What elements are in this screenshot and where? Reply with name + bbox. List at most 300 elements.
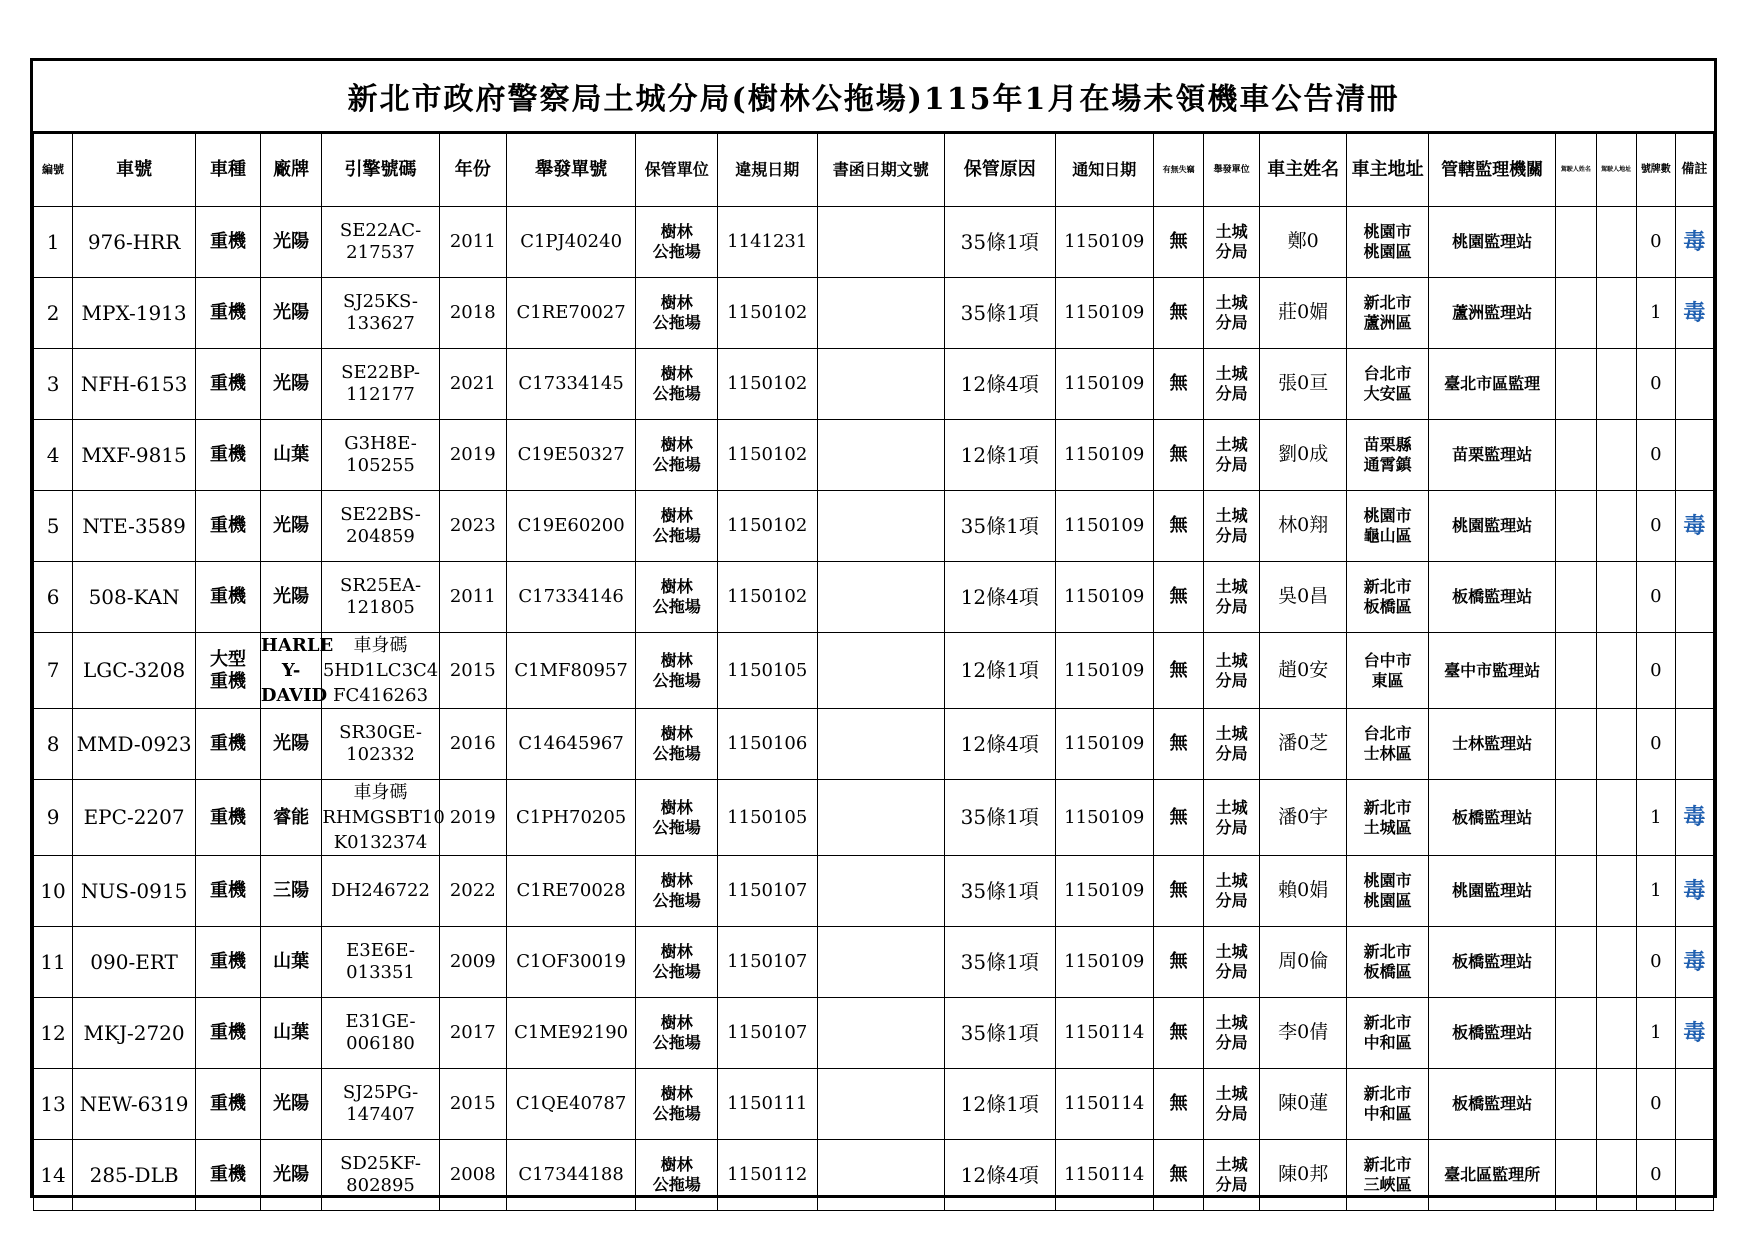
- cell-issuing-unit-line: 分局: [1215, 1104, 1248, 1123]
- cell-ticket: C19E50327: [506, 420, 636, 491]
- cell-letter: [817, 349, 944, 420]
- cell-address-line: 新北市: [1363, 293, 1412, 313]
- cell-letter: [817, 420, 944, 491]
- cell-issuing-unit: [1204, 207, 1260, 278]
- cell-ticket: C14645967: [506, 709, 636, 780]
- cell-driver-name: [1556, 1140, 1596, 1211]
- cell-letter: [817, 927, 944, 998]
- cell-address-line: 新北市: [1363, 797, 1412, 817]
- cell-custody-unit-line: 公拖場: [652, 1104, 701, 1123]
- cell-notice-date: 1150109: [1055, 207, 1153, 278]
- cell-brand: 光陽: [260, 1069, 321, 1140]
- cell-engine-line: SR30GE-: [339, 722, 422, 744]
- cell-engine: [322, 349, 439, 420]
- cell-plates: 0: [1636, 1140, 1675, 1211]
- table-body: [34, 207, 1714, 1211]
- table-row: [34, 633, 1714, 709]
- cell-remark: [1675, 562, 1713, 633]
- cell-custody-unit: [636, 633, 718, 709]
- cell-year: 2011: [439, 207, 506, 278]
- cell-custody-unit-line: 樹林: [660, 364, 693, 384]
- cell-plates: 0: [1636, 927, 1675, 998]
- cell-lost: 無: [1153, 207, 1203, 278]
- cell-custody-unit-line: 公拖場: [652, 384, 701, 403]
- cell-custody-unit-line: 樹林: [660, 1084, 693, 1104]
- cell-custody-unit-line: 公拖場: [652, 962, 701, 981]
- cell-plate: MPX-1913: [73, 278, 196, 349]
- cell-year: 2016: [439, 709, 506, 780]
- cell-engine-line: 013351: [346, 962, 415, 983]
- cell-remark: [1675, 1140, 1713, 1211]
- cell-type: 重機: [196, 349, 261, 420]
- cell-brand: 山葉: [260, 927, 321, 998]
- table-row: [34, 278, 1714, 349]
- col-header-notice-date: 通知日期: [1055, 134, 1153, 207]
- document-sheet: [30, 58, 1717, 1198]
- cell-driver-addr: [1596, 491, 1636, 562]
- cell-plates: 0: [1636, 633, 1675, 709]
- cell-year: 2011: [439, 562, 506, 633]
- cell-remark: 毒: [1675, 856, 1713, 927]
- cell-reason: 12條4項: [944, 709, 1055, 780]
- cell-brand: 光陽: [260, 491, 321, 562]
- table-row: [34, 998, 1714, 1069]
- cell-ticket: C1PJ40240: [506, 207, 636, 278]
- table-row: [34, 1069, 1714, 1140]
- cell-year: 2015: [439, 1069, 506, 1140]
- cell-ticket: C17334145: [506, 349, 636, 420]
- cell-address: [1347, 278, 1429, 349]
- cell-violation-date: 1150111: [718, 1069, 817, 1140]
- cell-brand: 光陽: [260, 709, 321, 780]
- cell-remark: 毒: [1675, 780, 1713, 856]
- cell-driver-addr: [1596, 278, 1636, 349]
- cell-engine: [322, 207, 439, 278]
- cell-engine: [322, 998, 439, 1069]
- col-header-year: 年份: [439, 134, 506, 207]
- cell-address-line: 通霄鎮: [1363, 455, 1412, 474]
- vehicle-table: [33, 133, 1714, 1211]
- cell-engine-line: 006180: [346, 1033, 415, 1054]
- cell-type: 重機: [196, 491, 261, 562]
- cell-address-line: 新北市: [1363, 1155, 1412, 1175]
- cell-lost: 無: [1153, 1069, 1203, 1140]
- cell-no: 1: [34, 207, 73, 278]
- cell-notice-date: 1150109: [1055, 491, 1153, 562]
- cell-engine-line: 121805: [346, 597, 415, 618]
- cell-issuing-unit-line: 分局: [1215, 670, 1248, 690]
- cell-custody-unit: [636, 998, 718, 1069]
- table-row: [34, 780, 1714, 856]
- cell-engine-line: SR25EA-: [340, 575, 422, 597]
- cell-custody-unit-line: 樹林: [660, 1013, 693, 1033]
- cell-ticket: C1QE40787: [506, 1069, 636, 1140]
- cell-lost: 無: [1153, 349, 1203, 420]
- cell-issuing-unit-line: 分局: [1215, 384, 1248, 403]
- cell-driver-addr: [1596, 1069, 1636, 1140]
- cell-lost: 無: [1153, 278, 1203, 349]
- cell-violation-date: 1150105: [718, 633, 817, 709]
- cell-issuing-unit: [1204, 420, 1260, 491]
- cell-lost: 無: [1153, 927, 1203, 998]
- cell-custody-unit-line: 樹林: [660, 577, 693, 597]
- col-header-no: 編號: [34, 134, 73, 207]
- table-row: [34, 1140, 1714, 1211]
- cell-custody-unit-line: 公拖場: [652, 242, 701, 261]
- cell-engine-line: RHMGSBT10: [322, 807, 445, 828]
- cell-address-line: 台北市: [1363, 364, 1412, 384]
- cell-notice-date: 1150109: [1055, 856, 1153, 927]
- cell-engine: [322, 1069, 439, 1140]
- cell-engine-line: SE22BS-: [340, 504, 421, 526]
- cell-type: 重機: [196, 856, 261, 927]
- cell-reason: 35條1項: [944, 998, 1055, 1069]
- cell-type-line: 大型: [209, 648, 246, 670]
- cell-violation-date: 1150107: [718, 927, 817, 998]
- cell-custody-unit-line: 樹林: [660, 293, 693, 313]
- table-row: [34, 420, 1714, 491]
- cell-no: 12: [34, 998, 73, 1069]
- cell-plate: NFH-6153: [73, 349, 196, 420]
- cell-plate: EPC-2207: [73, 780, 196, 856]
- cell-plates: 0: [1636, 420, 1675, 491]
- cell-authority: 板橋監理站: [1428, 1069, 1555, 1140]
- cell-reason: 35條1項: [944, 491, 1055, 562]
- cell-issuing-unit-line: 分局: [1215, 962, 1248, 981]
- cell-address-line: 東區: [1371, 670, 1404, 690]
- cell-year: 2021: [439, 349, 506, 420]
- cell-reason: 12條1項: [944, 633, 1055, 709]
- cell-plates: 0: [1636, 349, 1675, 420]
- cell-engine-line: K0132374: [333, 832, 428, 853]
- col-header-lost: 有無失竊: [1153, 134, 1203, 207]
- cell-owner: 李0倩: [1260, 998, 1347, 1069]
- cell-custody-unit-line: 公拖場: [652, 1033, 701, 1052]
- cell-address-line: 桃園區: [1363, 891, 1412, 910]
- col-header-type: 車種: [196, 134, 261, 207]
- cell-letter: [817, 278, 944, 349]
- cell-engine-line: FC416263: [333, 685, 429, 706]
- cell-type-line: 重機: [209, 670, 246, 692]
- cell-issuing-unit-line: 分局: [1215, 817, 1248, 837]
- cell-engine-line: 102332: [346, 744, 415, 765]
- cell-reason: 35條1項: [944, 207, 1055, 278]
- cell-issuing-unit: [1204, 709, 1260, 780]
- cell-custody-unit-line: 樹林: [660, 871, 693, 891]
- cell-type: 重機: [196, 927, 261, 998]
- cell-plates: 1: [1636, 998, 1675, 1069]
- cell-ticket: C1MF80957: [506, 633, 636, 709]
- cell-year: 2019: [439, 420, 506, 491]
- cell-remark: [1675, 709, 1713, 780]
- cell-type: 重機: [196, 278, 261, 349]
- cell-address: [1347, 927, 1429, 998]
- cell-custody-unit: [636, 1069, 718, 1140]
- cell-issuing-unit-line: 土城: [1215, 797, 1248, 817]
- cell-remark: [1675, 1069, 1713, 1140]
- cell-type: 重機: [196, 998, 261, 1069]
- cell-violation-date: 1150102: [718, 278, 817, 349]
- cell-year: 2015: [439, 633, 506, 709]
- cell-issuing-unit-line: 土城: [1215, 1084, 1248, 1104]
- cell-notice-date: 1150109: [1055, 927, 1153, 998]
- cell-violation-date: 1150102: [718, 420, 817, 491]
- cell-custody-unit: [636, 349, 718, 420]
- cell-driver-name: [1556, 278, 1596, 349]
- cell-plate: 090-ERT: [73, 927, 196, 998]
- cell-custody-unit-line: 樹林: [660, 222, 693, 242]
- cell-engine-line: 204859: [346, 526, 415, 547]
- cell-engine-line: 5HD1LC3C4: [322, 660, 439, 681]
- cell-custody-unit: [636, 278, 718, 349]
- cell-engine: [322, 562, 439, 633]
- cell-authority: 臺北市區監理: [1428, 349, 1555, 420]
- cell-plate: MXF-9815: [73, 420, 196, 491]
- cell-address: [1347, 1140, 1429, 1211]
- cell-lost: 無: [1153, 420, 1203, 491]
- cell-address-line: 新北市: [1363, 942, 1412, 962]
- cell-plate: MKJ-2720: [73, 998, 196, 1069]
- cell-driver-name: [1556, 856, 1596, 927]
- col-header-ticket: 舉發單號: [506, 134, 636, 207]
- cell-ticket: C1ME92190: [506, 998, 636, 1069]
- cell-plates: 0: [1636, 1069, 1675, 1140]
- cell-owner: 莊0媚: [1260, 278, 1347, 349]
- cell-engine-line: SJ25PG-: [342, 1082, 419, 1104]
- cell-custody-unit: [636, 562, 718, 633]
- cell-issuing-unit: [1204, 562, 1260, 633]
- cell-owner: 吳0昌: [1260, 562, 1347, 633]
- cell-address-line: 中和區: [1363, 1104, 1412, 1123]
- cell-custody-unit-line: 樹林: [660, 1155, 693, 1175]
- cell-issuing-unit-line: 土城: [1215, 364, 1248, 384]
- col-header-reason: 保管原因: [944, 134, 1055, 207]
- table-row: [34, 562, 1714, 633]
- cell-no: 8: [34, 709, 73, 780]
- cell-custody-unit-line: 公拖場: [652, 744, 701, 763]
- col-header-violation-date: 違規日期: [718, 134, 817, 207]
- cell-plates: 0: [1636, 709, 1675, 780]
- cell-issuing-unit-line: 土城: [1215, 222, 1248, 242]
- cell-address-line: 中和區: [1363, 1033, 1412, 1052]
- cell-type: 重機: [196, 1140, 261, 1211]
- table-row: [34, 491, 1714, 562]
- cell-driver-addr: [1596, 562, 1636, 633]
- cell-plate: NEW-6319: [73, 1069, 196, 1140]
- cell-lost: 無: [1153, 780, 1203, 856]
- cell-violation-date: 1150102: [718, 491, 817, 562]
- cell-address-line: 桃園市: [1363, 506, 1412, 526]
- cell-type: 重機: [196, 780, 261, 856]
- cell-address-line: 台中市: [1363, 650, 1412, 670]
- cell-plates: 0: [1636, 562, 1675, 633]
- cell-brand-line: DAVID: [260, 685, 328, 706]
- cell-no: 7: [34, 633, 73, 709]
- cell-address: [1347, 856, 1429, 927]
- cell-reason: 12條4項: [944, 349, 1055, 420]
- cell-year: 2023: [439, 491, 506, 562]
- cell-custody-unit: [636, 927, 718, 998]
- cell-letter: [817, 709, 944, 780]
- cell-authority: 桃園監理站: [1428, 491, 1555, 562]
- cell-address: [1347, 349, 1429, 420]
- cell-authority: 臺中市監理站: [1428, 633, 1555, 709]
- cell-driver-addr: [1596, 856, 1636, 927]
- cell-lost: 無: [1153, 633, 1203, 709]
- cell-address-line: 桃園市: [1363, 222, 1412, 242]
- cell-type: 重機: [196, 1069, 261, 1140]
- table-row: [34, 207, 1714, 278]
- cell-authority: 板橋監理站: [1428, 927, 1555, 998]
- cell-plate: 976-HRR: [73, 207, 196, 278]
- col-header-issuing-unit: 舉發單位: [1204, 134, 1260, 207]
- cell-remark: 毒: [1675, 278, 1713, 349]
- cell-no: 4: [34, 420, 73, 491]
- cell-authority: 板橋監理站: [1428, 780, 1555, 856]
- cell-lost: 無: [1153, 998, 1203, 1069]
- cell-reason: 35條1項: [944, 927, 1055, 998]
- cell-address: [1347, 1069, 1429, 1140]
- cell-no: 3: [34, 349, 73, 420]
- cell-no: 5: [34, 491, 73, 562]
- cell-notice-date: 1150109: [1055, 562, 1153, 633]
- cell-custody-unit-line: 公拖場: [652, 670, 701, 690]
- cell-issuing-unit-line: 土城: [1215, 942, 1248, 962]
- cell-type: 重機: [196, 709, 261, 780]
- cell-address: [1347, 420, 1429, 491]
- cell-notice-date: 1150109: [1055, 633, 1153, 709]
- cell-custody-unit-line: 樹林: [660, 724, 693, 744]
- cell-violation-date: 1150112: [718, 1140, 817, 1211]
- cell-driver-name: [1556, 927, 1596, 998]
- cell-driver-addr: [1596, 207, 1636, 278]
- cell-address-line: 三峽區: [1363, 1175, 1412, 1194]
- cell-custody-unit-line: 公拖場: [652, 313, 701, 332]
- cell-owner: 潘0芝: [1260, 709, 1347, 780]
- table-row: [34, 709, 1714, 780]
- cell-reason: 12條1項: [944, 1069, 1055, 1140]
- cell-driver-addr: [1596, 998, 1636, 1069]
- cell-no: 14: [34, 1140, 73, 1211]
- cell-driver-name: [1556, 633, 1596, 709]
- col-header-letter: 書函日期文號: [817, 134, 944, 207]
- cell-driver-name: [1556, 562, 1596, 633]
- cell-notice-date: 1150109: [1055, 780, 1153, 856]
- cell-issuing-unit-line: 土城: [1215, 435, 1248, 455]
- cell-remark: [1675, 633, 1713, 709]
- cell-notice-date: 1150114: [1055, 1069, 1153, 1140]
- cell-address-line: 龜山區: [1363, 526, 1412, 545]
- cell-notice-date: 1150109: [1055, 349, 1153, 420]
- cell-custody-unit-line: 公拖場: [652, 817, 701, 837]
- cell-lost: 無: [1153, 856, 1203, 927]
- cell-lost: 無: [1153, 562, 1203, 633]
- cell-brand: 光陽: [260, 349, 321, 420]
- cell-ticket: C1PH70205: [506, 780, 636, 856]
- cell-engine-line: 112177: [346, 384, 415, 405]
- cell-engine: [322, 633, 439, 709]
- cell-custody-unit-line: 公拖場: [652, 891, 701, 910]
- cell-brand: [260, 633, 334, 709]
- cell-owner: 周0倫: [1260, 927, 1347, 998]
- cell-ticket: C1RE70028: [506, 856, 636, 927]
- cell-lost: 無: [1153, 491, 1203, 562]
- cell-remark: [1675, 420, 1713, 491]
- cell-notice-date: 1150109: [1055, 709, 1153, 780]
- cell-issuing-unit-line: 分局: [1215, 597, 1248, 616]
- cell-driver-name: [1556, 207, 1596, 278]
- cell-issuing-unit-line: 分局: [1215, 313, 1248, 332]
- table-row: [34, 856, 1714, 927]
- cell-no: 9: [34, 780, 73, 856]
- cell-owner: 趙0安: [1260, 633, 1347, 709]
- cell-year: 2009: [439, 927, 506, 998]
- cell-no: 13: [34, 1069, 73, 1140]
- cell-address-line: 士林區: [1363, 744, 1412, 763]
- col-header-plates: 號牌數: [1636, 134, 1675, 207]
- cell-type: 重機: [196, 420, 261, 491]
- cell-engine-line: E3E6E-: [346, 940, 415, 962]
- col-header-driver-name: 駕駛人姓名: [1556, 134, 1596, 207]
- cell-plate: NTE-3589: [73, 491, 196, 562]
- cell-address: [1347, 633, 1429, 709]
- cell-engine: [322, 709, 439, 780]
- cell-authority: 士林監理站: [1428, 709, 1555, 780]
- table-row: [34, 927, 1714, 998]
- cell-address-line: 苗栗縣: [1363, 435, 1412, 455]
- cell-driver-addr: [1596, 349, 1636, 420]
- cell-authority: 苗栗監理站: [1428, 420, 1555, 491]
- cell-violation-date: 1141231: [718, 207, 817, 278]
- cell-brand: 光陽: [260, 1140, 321, 1211]
- cell-issuing-unit: [1204, 349, 1260, 420]
- cell-lost: 無: [1153, 709, 1203, 780]
- cell-driver-name: [1556, 491, 1596, 562]
- cell-custody-unit-line: 樹林: [660, 797, 693, 817]
- col-header-plate: 車號: [73, 134, 196, 207]
- cell-violation-date: 1150105: [718, 780, 817, 856]
- cell-custody-unit-line: 公拖場: [652, 1175, 701, 1194]
- cell-ticket: C1OF30019: [506, 927, 636, 998]
- cell-engine: [322, 927, 439, 998]
- cell-letter: [817, 1069, 944, 1140]
- cell-owner: 陳0蓮: [1260, 1069, 1347, 1140]
- cell-brand: 光陽: [260, 207, 321, 278]
- cell-issuing-unit-line: 土城: [1215, 724, 1248, 744]
- cell-engine: [322, 278, 439, 349]
- cell-driver-addr: [1596, 709, 1636, 780]
- cell-engine-line: SD25KF-: [340, 1153, 421, 1175]
- cell-authority: 桃園監理站: [1428, 856, 1555, 927]
- cell-brand: 光陽: [260, 562, 321, 633]
- cell-custody-unit-line: 樹林: [660, 506, 693, 526]
- cell-issuing-unit-line: 分局: [1215, 242, 1248, 261]
- cell-issuing-unit: [1204, 998, 1260, 1069]
- cell-notice-date: 1150109: [1055, 278, 1153, 349]
- cell-no: 2: [34, 278, 73, 349]
- cell-driver-name: [1556, 709, 1596, 780]
- cell-brand: 山葉: [260, 998, 321, 1069]
- cell-letter: [817, 1140, 944, 1211]
- cell-driver-addr: [1596, 633, 1636, 709]
- col-header-driver-addr: 駕駛人地址: [1596, 134, 1636, 207]
- cell-address-line: 台北市: [1363, 724, 1412, 744]
- cell-address-line: 新北市: [1363, 577, 1412, 597]
- cell-address-line: 土城區: [1363, 817, 1412, 837]
- cell-year: 2022: [439, 856, 506, 927]
- cell-engine-line: 802895: [346, 1175, 415, 1196]
- cell-address-line: 桃園市: [1363, 871, 1412, 891]
